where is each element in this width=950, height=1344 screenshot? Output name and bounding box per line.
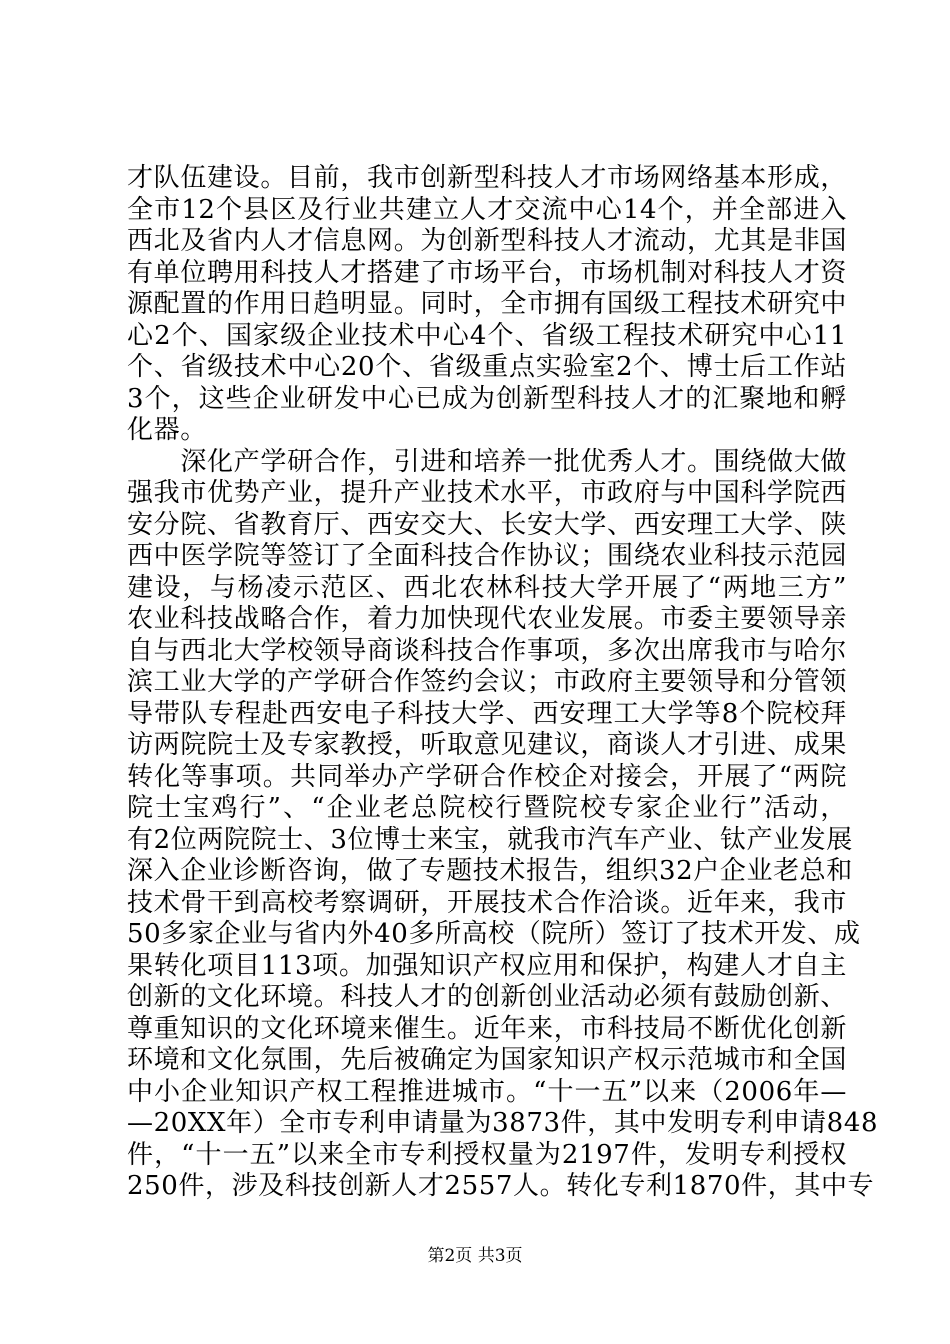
text-line: 有单位聘用科技人才搭建了市场平台，市场机制对科技人才资 xyxy=(127,257,847,288)
text-line: 西中医学院等签订了全面科技合作协议；围绕农业科技示范园 xyxy=(127,541,847,571)
text-line: 尊重知识的文化环境来催生。近年来，市科技局不断优化创新 xyxy=(127,1013,847,1044)
text-line: 化器。 xyxy=(127,415,207,445)
text-line: 才队伍建设。目前，我市创新型科技人才市场网络基本形成， xyxy=(127,163,847,193)
text-line: 3个，这些企业研发中心已成为创新型科技人才的汇聚地和孵 xyxy=(127,383,847,414)
paragraph xyxy=(127,163,847,447)
text-line: 强我市优势产业，提升产业技术水平，市政府与中国科学院西 xyxy=(127,478,847,508)
text-line: 源配置的作用日趋明显。同时，全市拥有国级工程技术研究中 xyxy=(127,289,847,319)
text-line: 自与西北大学校领导商谈科技合作事项，多次出席我市与哈尔 xyxy=(127,635,847,666)
text-line: 技术骨干到高校考察调研，开展技术合作洽谈。近年来，我市 xyxy=(127,887,847,918)
text-line: 深化产学研合作，引进和培养一批优秀人才。围绕做大做 xyxy=(127,446,847,477)
text-line: —20XX年）全市专利申请量为3873件，其中发明专利申请848 xyxy=(127,1108,879,1138)
text-line: 250件，涉及科技创新人才2557人。转化专利1870件，其中专 xyxy=(127,1171,875,1201)
paragraph xyxy=(127,446,879,1203)
text-line: 创新的文化环境。科技人才的创新创业活动必须有鼓励创新、 xyxy=(127,982,847,1012)
text-line: 有2位两院院士、3位博士来宝，就我市汽车产业、钛产业发展 xyxy=(127,824,853,855)
text-line: 滨工业大学的产学研合作签约会议；市政府主要领导和分管领 xyxy=(127,667,847,697)
text-line: 深入企业诊断咨询，做了专题技术报告，组织32户企业老总和 xyxy=(127,856,853,886)
text-line: 建设，与杨凌示范区、西北农林科技大学开展了“两地三方” xyxy=(127,572,847,603)
text-line: 环境和文化氛围，先后被确定为国家知识产权示范城市和全国 xyxy=(127,1045,847,1075)
text-line: 心2个、国家级企业技术中心4个、省级工程技术研究中心11 xyxy=(127,320,847,351)
text-line: 院士宝鸡行”、“企业老总院校行暨院校专家企业行”活动， xyxy=(127,793,847,823)
text-line: 50多家企业与省内外40多所高校（院所）签订了技术开发、成 xyxy=(127,919,861,949)
text-line: 安分院、省教育厅、西安交大、长安大学、西安理工大学、陕 xyxy=(127,509,847,540)
text-line: 农业科技战略合作，着力加快现代农业发展。市委主要领导亲 xyxy=(127,604,847,634)
body-text xyxy=(127,163,879,1203)
text-line: 西北及省内人才信息网。为创新型科技人才流动，尤其是非国 xyxy=(127,226,847,256)
page-footer: 第2页 共3页 xyxy=(427,1246,523,1266)
text-line: 件，“十一五”以来全市专利授权量为2197件，发明专利授权 xyxy=(127,1139,847,1170)
text-line: 导带队专程赴西安电子科技大学、西安理工大学等8个院校拜 xyxy=(127,698,847,729)
text-line: 个、省级技术中心20个、省级重点实验室2个、博士后工作站 xyxy=(127,352,847,382)
text-line: 果转化项目113项。加强知识产权应用和保护，构建人才自主 xyxy=(127,950,847,981)
text-line: 全市12个县区及行业共建立人才交流中心14个，并全部进入 xyxy=(127,194,847,225)
text-line: 访两院院士及专家教授，听取意见建议，商谈人才引进、成果 xyxy=(127,730,847,760)
text-line: 转化等事项。共同举办产学研合作校企对接会，开展了“两院 xyxy=(127,761,847,792)
text-line: 中小企业知识产权工程推进城市。“十一五”以来（2006年— xyxy=(127,1076,847,1107)
